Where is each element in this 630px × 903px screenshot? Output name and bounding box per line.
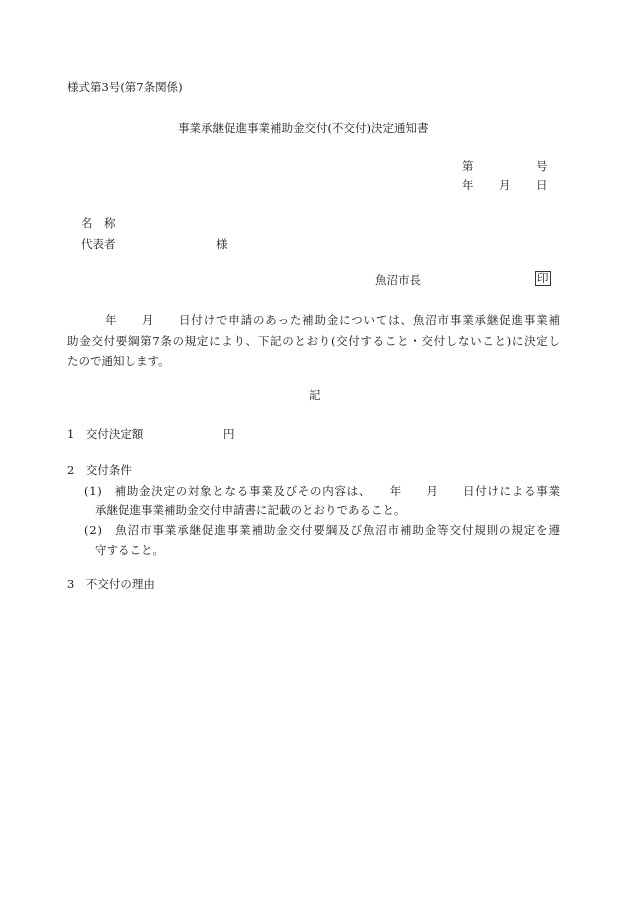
date-year: 年 bbox=[462, 178, 474, 192]
item-2-sub-1-line-2: 承継促進事業補助金交付申請書に記載のとおりであること。 bbox=[95, 503, 406, 517]
doc-number-suffix: 号 bbox=[536, 159, 548, 173]
item-2-sub-2-line-2: 守すること。 bbox=[95, 543, 164, 557]
recipient-name-label: 名 称 bbox=[81, 216, 116, 230]
ki-heading: 記 bbox=[309, 388, 321, 402]
item-2-sub-1-line-1: (1) 補助金決定の対象となる事業及びその内容は、 年 月 日付けによる事業 bbox=[84, 484, 561, 498]
date-day: 日 bbox=[536, 178, 548, 192]
doc-number-prefix: 第 bbox=[462, 159, 474, 173]
item-1-unit: 円 bbox=[223, 427, 235, 441]
item-3-label: 3 不交付の理由 bbox=[67, 577, 155, 591]
mayor-title: 魚沼市長 bbox=[375, 273, 421, 287]
recipient-rep-label: 代表者 bbox=[81, 237, 116, 251]
recipient-honorific: 様 bbox=[216, 237, 228, 251]
date-month: 月 bbox=[499, 178, 511, 192]
seal-mark bbox=[535, 271, 551, 286]
body-line-2: 助金交付要綱第7条の規定により、下記のとおり(交付すること・交付しないこと)に決定し bbox=[67, 334, 561, 348]
body-line-3: たので通知します。 bbox=[67, 354, 170, 368]
form-number: 様式第3号(第7条関係) bbox=[67, 80, 183, 94]
item-2-sub-2-line-1: (2) 魚沼市事業承継促進事業補助金交付要綱及び魚沼市補助金等交付規則の規定を遵 bbox=[84, 523, 561, 537]
seal-box: 印 bbox=[537, 271, 549, 285]
item-1-label: 1 交付決定額 bbox=[67, 427, 144, 441]
body-line-1: 年 月 日付けで申請のあった補助金については、魚沼市事業承継促進事業補 bbox=[105, 313, 561, 327]
document-title: 事業承継促進事業補助金交付(不交付)決定通知書 bbox=[178, 121, 429, 135]
item-2-label: 2 交付条件 bbox=[67, 463, 132, 477]
